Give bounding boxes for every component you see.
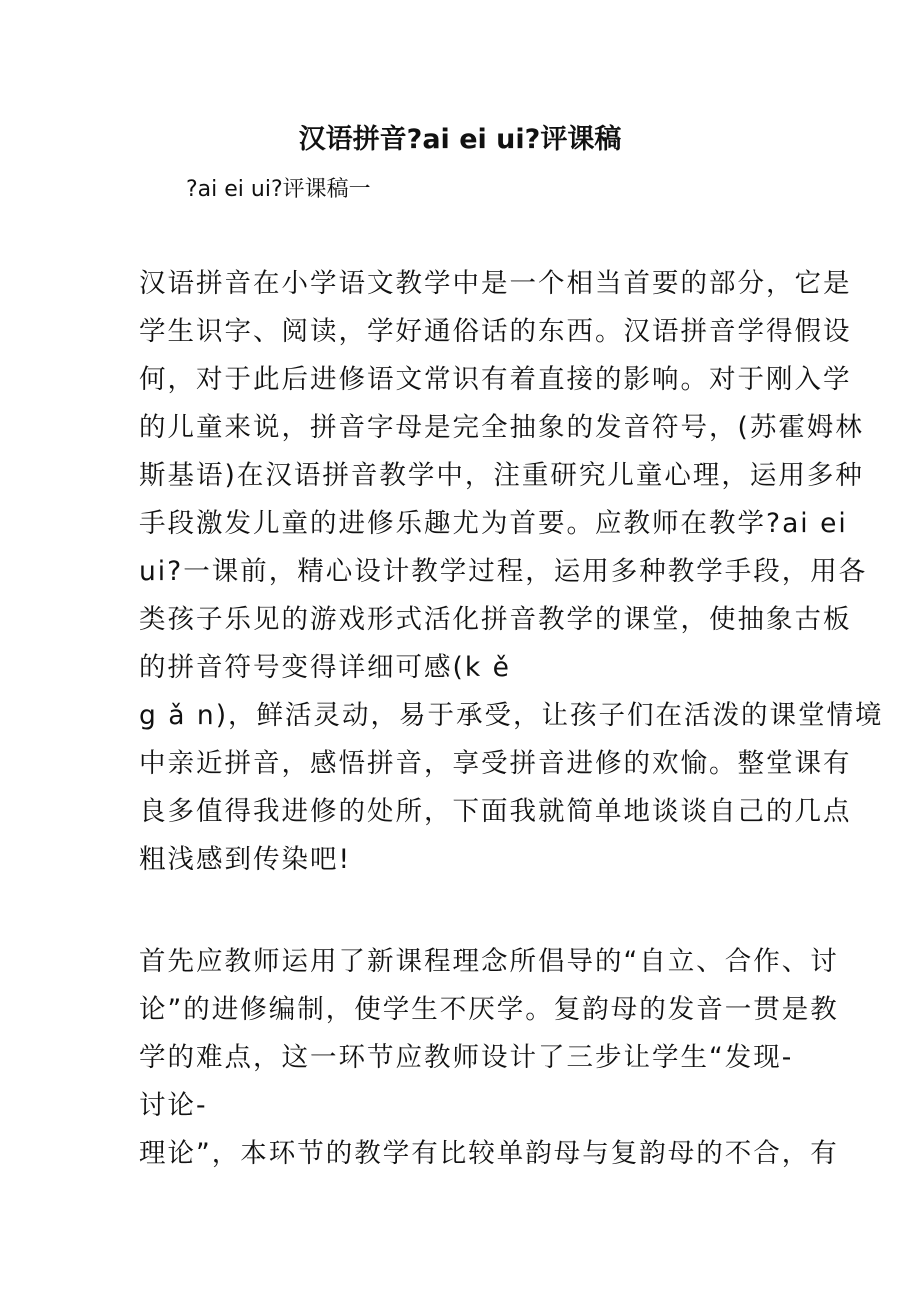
- text-line: 粗浅感到传染吧!: [139, 844, 352, 875]
- text-line: 类孩子乐见的游戏形式活化拼音教学的课堂，使抽象古板: [139, 604, 852, 635]
- text-line: 良多值得我进修的处所，下面我就简单地谈谈自己的几点: [139, 796, 852, 827]
- text-line: 汉语拼音在小学语文教学中是一个相当首要的部分，它是: [139, 268, 852, 299]
- text-line: 手段激发儿童的进修乐趣尤为首要。应教师在教学?ai ei: [139, 508, 848, 539]
- text-line: 理论”，本环节的教学有比较单韵母与复韵母的不合，有: [139, 1138, 839, 1169]
- text-line: 斯基语)在汉语拼音教学中，注重研究儿童心理，运用多种: [139, 460, 864, 491]
- text-line: 学生识字、阅读，学好通俗话的东西。汉语拼音学得假设: [139, 316, 852, 347]
- text-line: 何，对于此后进修语文常识有着直接的影响。对于刚入学: [139, 364, 852, 395]
- text-line: 讨论-: [139, 1090, 208, 1121]
- text-line: 的拼音符号变得详细可感(k ě: [139, 652, 511, 683]
- text-line: ui?一课前，精心设计教学过程，运用多种教学手段，用各: [139, 556, 868, 587]
- paragraph-2: [139, 938, 839, 1178]
- text-line: 学的难点，这一环节应教师设计了三步让学生“发现-: [139, 1042, 794, 1073]
- paragraph-1: [139, 260, 884, 884]
- document-subtitle: ?ai ei ui?评课稿一: [186, 177, 371, 202]
- text-line: 论”的进修编制，使学生不厌学。复韵母的发音一贯是教: [139, 994, 839, 1025]
- text-line: 的儿童来说，拼音字母是完全抽象的发音符号，(苏霍姆林: [139, 412, 864, 443]
- text-line: 首先应教师运用了新课程理念所倡导的“自立、合作、讨: [139, 946, 839, 977]
- document-title: 汉语拼音?ai ei ui?评课稿: [298, 124, 622, 155]
- text-line: g ǎ n)，鲜活灵动，易于承受，让孩子们在活泼的课堂情境: [139, 700, 884, 731]
- text-line: 中亲近拼音，感悟拼音，享受拼音进修的欢愉。整堂课有: [139, 748, 852, 779]
